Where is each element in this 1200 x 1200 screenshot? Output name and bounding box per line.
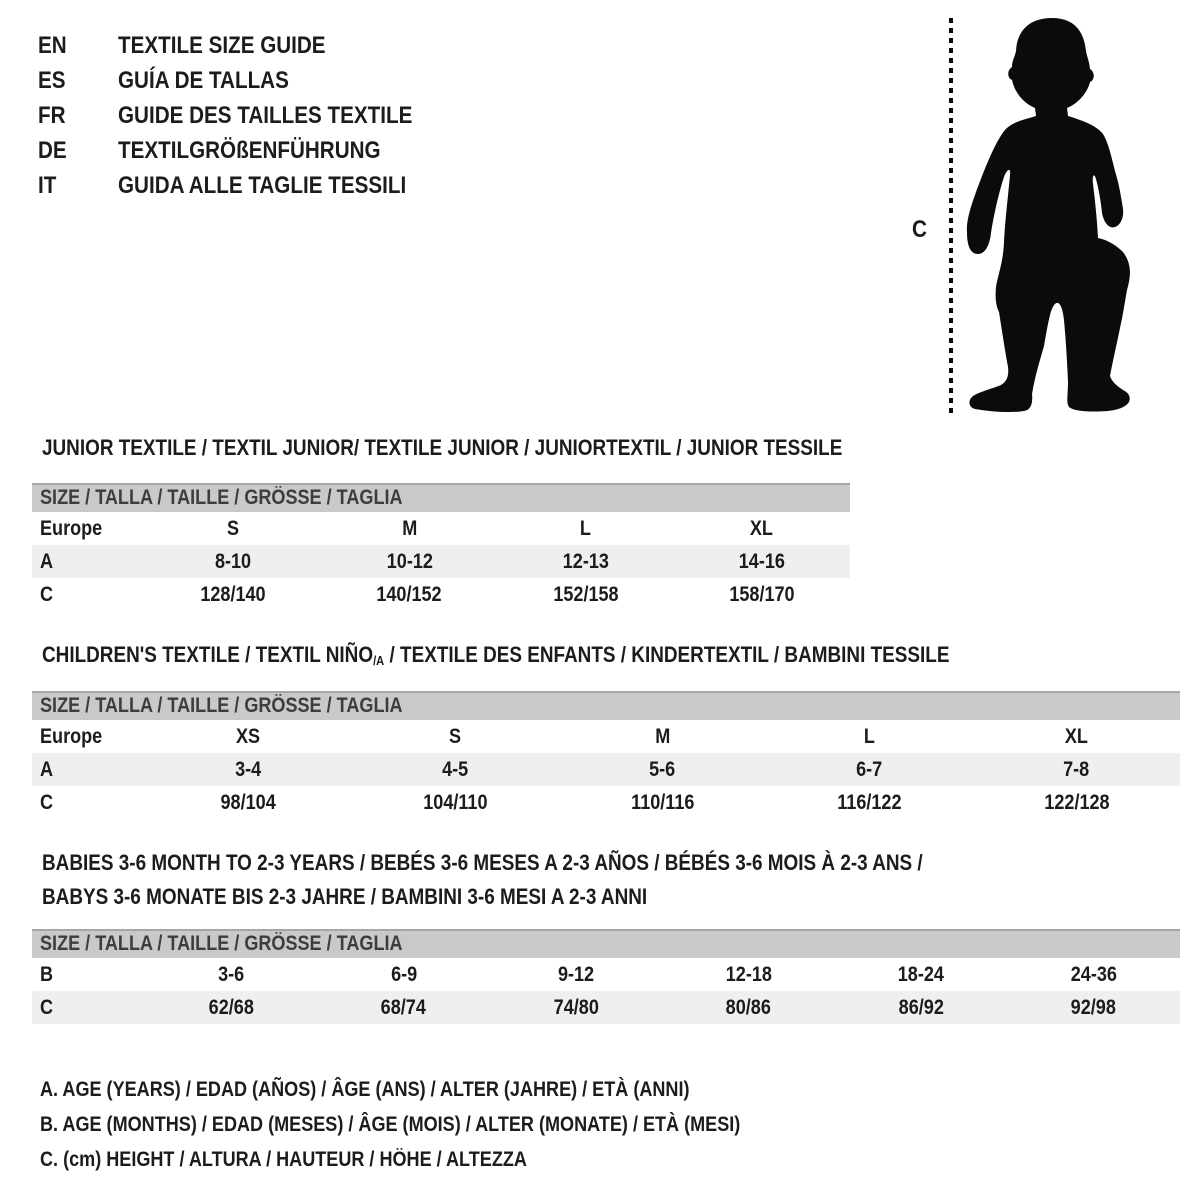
column-header: S	[227, 517, 240, 540]
table-cell: 6-7	[856, 758, 883, 781]
language-row-fr	[38, 98, 460, 133]
legend	[40, 1072, 854, 1177]
column-header: XS	[236, 725, 261, 748]
language-code: IT	[38, 172, 57, 199]
size-header-bar: SIZE / TALLA / TAILLE / GRÖSSE / TAGLIA	[32, 691, 1180, 720]
column-header: XL	[750, 517, 774, 540]
children-section-title: CHILDREN'S TEXTILE / TEXTIL NIÑO/A / TEXTILE DES ENFANTS / KINDERTEXTIL / BAMBINI TESSILE	[42, 642, 950, 668]
table-cell: 8-10	[215, 550, 252, 573]
language-code: EN	[38, 32, 67, 59]
junior-size-table	[32, 483, 850, 611]
language-row-it	[38, 168, 460, 203]
language-row-es	[38, 63, 460, 98]
table-cell: 140/152	[376, 583, 443, 606]
table-row-a	[32, 753, 1180, 786]
babies-size-table	[32, 929, 1180, 1024]
table-row-b	[32, 958, 1180, 991]
junior-section-title: JUNIOR TEXTILE / TEXTIL JUNIOR/ TEXTILE JUNIOR / JUNIORTEXTIL / JUNIOR TESSILE	[42, 435, 843, 460]
row-label: C	[40, 583, 54, 606]
table-cell: 6-9	[390, 963, 417, 986]
table-row-c	[32, 991, 1180, 1024]
language-row-de	[38, 133, 460, 168]
legend-line-a: A. AGE (YEARS) / EDAD (AÑOS) / ÂGE (ANS) / ALTER (JAHRE) / ETÀ (ANNI)	[40, 1078, 690, 1101]
column-header: XL	[1064, 725, 1089, 748]
size-header-bar: SIZE / TALLA / TAILLE / GRÖSSE / TAGLIA	[32, 929, 1180, 958]
legend-line-b: B. AGE (MONTHS) / EDAD (MESES) / ÂGE (MOIS) / ALTER (MONATE) / ETÀ (MESI)	[40, 1113, 741, 1136]
column-header: M	[401, 517, 417, 540]
language-title: GUÍA DE TALLAS	[118, 67, 289, 94]
table-cell: 158/170	[729, 583, 795, 606]
table-row-c	[32, 578, 850, 611]
table-header-row	[32, 720, 1180, 753]
column-header: S	[449, 725, 462, 748]
babies-section-title-line1: BABIES 3-6 MONTH TO 2-3 YEARS / BEBÉS 3-6 MESES A 2-3 AÑOS / BÉBÉS 3-6 MOIS À 2-3 ANS /	[42, 850, 923, 875]
table-cell: 3-6	[218, 963, 245, 986]
table-cell: 110/116	[630, 791, 695, 814]
row-label: C	[40, 996, 54, 1019]
language-title: TEXTILE SIZE GUIDE	[118, 32, 326, 59]
table-cell: 92/98	[1071, 996, 1117, 1019]
table-cell: 12-18	[725, 963, 772, 986]
children-size-table	[32, 691, 1180, 819]
language-code: ES	[38, 67, 66, 94]
table-cell: 10-12	[386, 550, 433, 573]
table-cell: 4-5	[442, 758, 469, 781]
table-cell: 5-6	[649, 758, 676, 781]
table-cell: 7-8	[1063, 758, 1090, 781]
language-code: DE	[38, 137, 67, 164]
language-title: GUIDA ALLE TAGLIE TESSILI	[118, 172, 407, 199]
language-code: FR	[38, 102, 66, 129]
table-cell: 14-16	[738, 550, 785, 573]
table-cell: 68/74	[381, 996, 427, 1019]
table-cell: 128/140	[200, 583, 266, 606]
table-cell: 3-4	[235, 758, 262, 781]
column-header: L	[863, 725, 876, 748]
language-title-list	[38, 28, 460, 203]
row-label: B	[40, 963, 54, 986]
table-cell: 98/104	[220, 791, 277, 814]
table-row-a	[32, 545, 850, 578]
table-cell: 74/80	[553, 996, 599, 1019]
language-row-en	[38, 28, 460, 63]
table-cell: 62/68	[208, 996, 254, 1019]
legend-line-c: C. (cm) HEIGHT / ALTURA / HAUTEUR / HÖHE / ALTEZZA	[40, 1148, 527, 1171]
row-label: Europe	[40, 725, 103, 748]
row-label: A	[40, 550, 54, 573]
row-label: Europe	[40, 517, 103, 540]
table-cell: 18-24	[898, 963, 945, 986]
table-cell: 24-36	[1070, 963, 1117, 986]
table-cell: 152/158	[552, 583, 619, 606]
column-header: L	[580, 517, 592, 540]
babies-section-title-line2: BABYS 3-6 MONATE BIS 2-3 JAHRE / BAMBINI 3-6 MESI A 2-3 ANNI	[42, 884, 648, 909]
height-measure-line	[949, 18, 953, 416]
table-cell: 12-13	[562, 550, 609, 573]
table-header-row	[32, 512, 850, 545]
table-row-c	[32, 786, 1180, 819]
language-title: GUIDE DES TAILLES TEXTILE	[118, 102, 413, 129]
table-cell: 80/86	[726, 996, 772, 1019]
table-cell: 86/92	[898, 996, 944, 1019]
table-cell: 116/122	[837, 791, 902, 814]
column-header: M	[654, 725, 671, 748]
table-cell: 104/110	[423, 791, 488, 814]
nino-a-subscript: /A	[373, 653, 385, 668]
table-cell: 122/128	[1043, 791, 1110, 814]
height-label: C	[912, 216, 927, 243]
row-label: C	[40, 791, 54, 814]
toddler-silhouette-figure	[963, 14, 1138, 419]
table-cell: 9-12	[558, 963, 595, 986]
row-label: A	[40, 758, 54, 781]
size-header-bar: SIZE / TALLA / TAILLE / GRÖSSE / TAGLIA	[32, 483, 850, 512]
language-title: TEXTILGRÖßENFÜHRUNG	[118, 137, 381, 164]
